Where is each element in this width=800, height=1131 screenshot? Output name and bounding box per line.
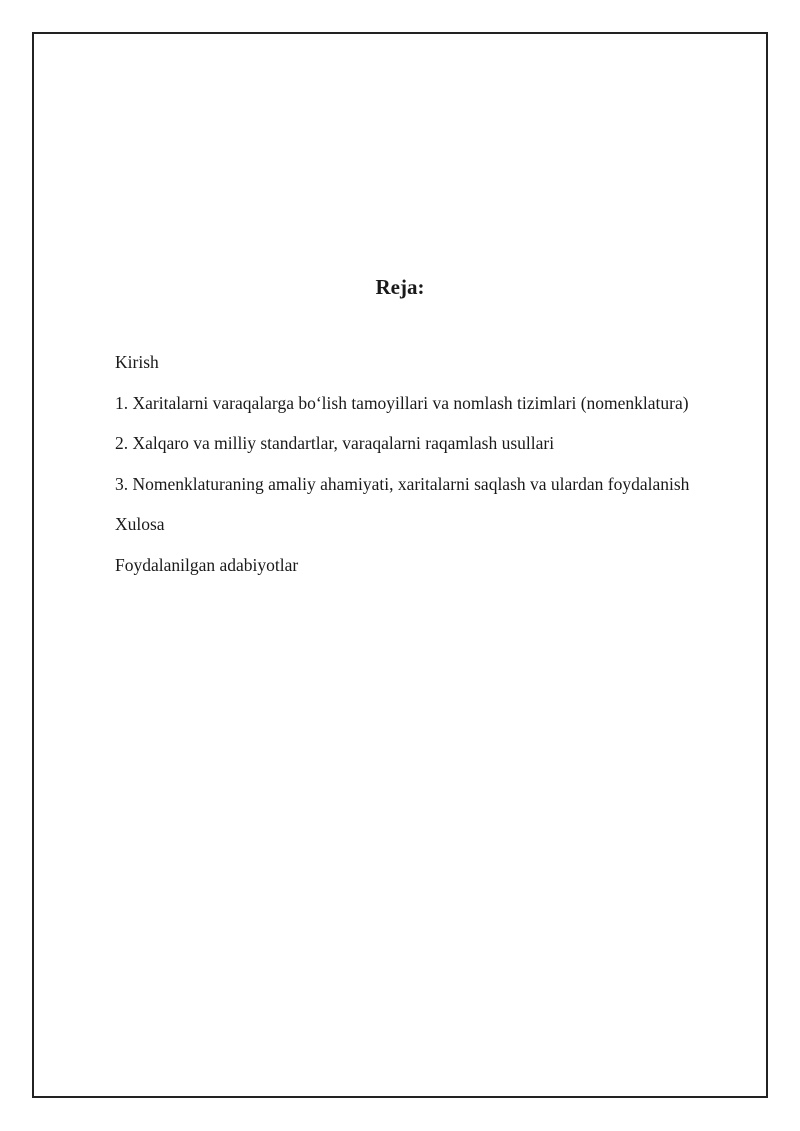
plan-item-conclusion: Xulosa (115, 514, 165, 534)
plan-title: Reja: (375, 275, 425, 299)
plan-list (115, 350, 689, 593)
plan-item-2: 2. Xalqaro va milliy standartlar, varaqalarni raqamlash usullari (115, 433, 555, 453)
plan-item-references: Foydalanilgan adabiyotlar (115, 554, 299, 575)
plan-item-3: 3. Nomenklaturaning amaliy ahamiyati, xaritalarni saqlash va ulardan foydalanish (115, 473, 690, 494)
plan-item-introduction: Kirish (115, 352, 159, 372)
plan-item-1: 1. Xaritalarni varaqalarga bo‘lish tamoyillari va nomlash tizimlari (nomenklatura) (115, 392, 689, 413)
